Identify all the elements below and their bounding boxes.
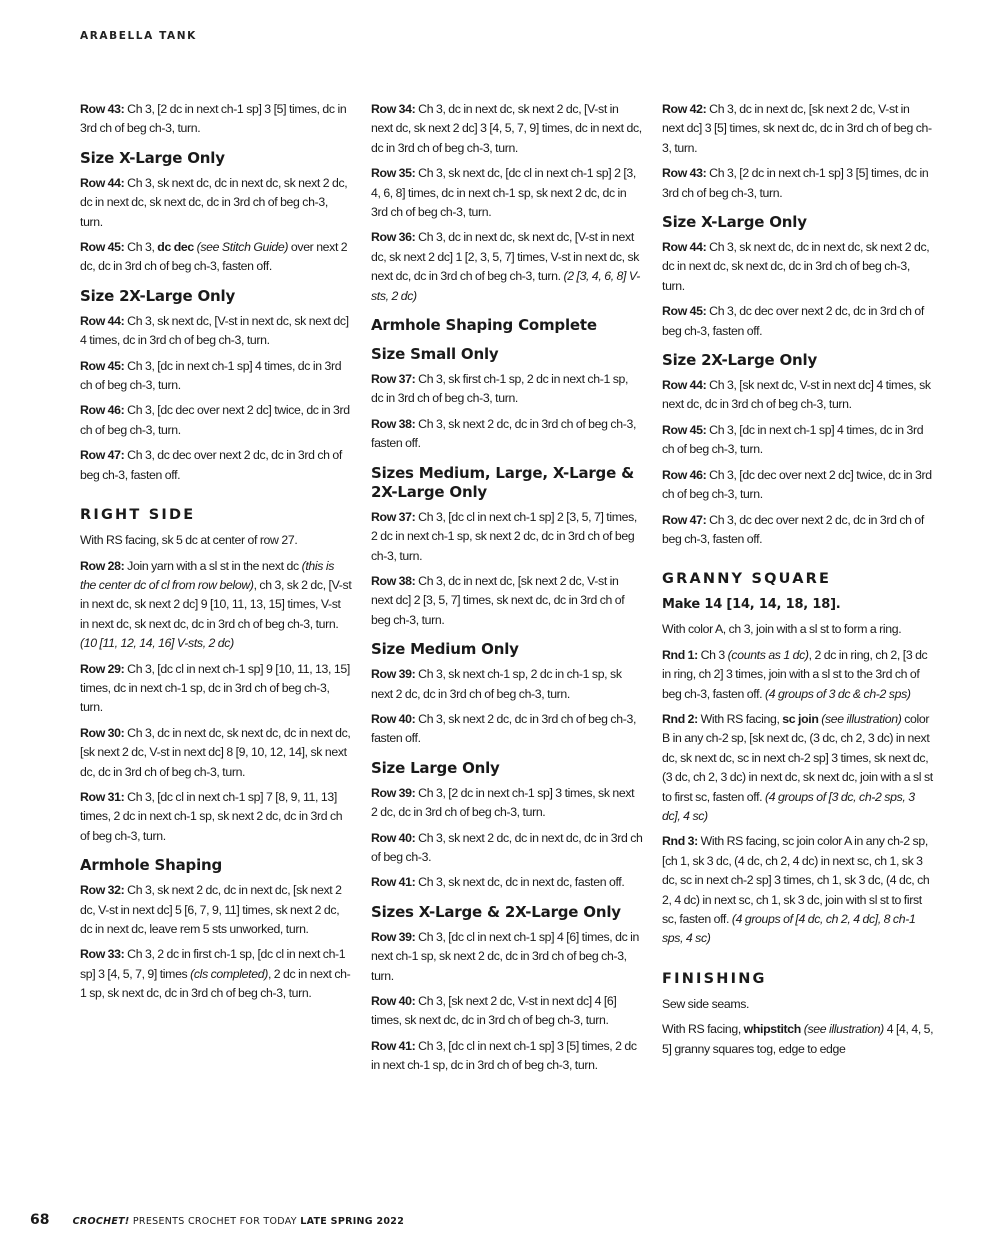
instruction-paragraph bbox=[662, 710, 934, 826]
italic-note: (see illustration) bbox=[818, 711, 902, 726]
section-heading: Sizes X-Large & 2X-Large Only bbox=[371, 902, 621, 921]
instruction-text: Ch 3, [2 dc in next ch-1 sp] 3 [5] times, dc in 3rd ch of beg ch-3, turn. bbox=[662, 166, 929, 200]
instruction-text: color B in any ch-2 sp, [sk next dc, (3 dc, ch 2, 3 dc) in next dc, sk next dc, sc in next ch-2 sp] 3 times, sk next dc, (3 dc, ch 2, 3 dc) in next dc, sk next dc, join with a sl st to first sc, fasten off. bbox=[662, 711, 933, 804]
row-label: Row 41: bbox=[371, 875, 416, 890]
instruction-paragraph bbox=[80, 788, 352, 846]
italic-note: (this is the center dc of cl from row below) bbox=[80, 558, 335, 592]
instruction-paragraph bbox=[80, 945, 352, 1003]
row-label: Row 43: bbox=[662, 166, 707, 181]
instruction-paragraph bbox=[662, 100, 934, 158]
instruction-paragraph bbox=[80, 446, 352, 485]
instruction-paragraph bbox=[371, 710, 643, 749]
row-label: Row 34: bbox=[371, 102, 416, 116]
instruction-paragraph bbox=[80, 357, 352, 396]
instruction-text: Ch 3, sk next 2 dc, dc in next dc, [sk next 2 dc, V-st in next dc] 5 [6, 7, 9, 11] times, sk next 2 dc, dc in next dc, leave rem 5 sts unworked, turn. bbox=[80, 883, 342, 936]
instruction-text: Ch 3, sk next 2 dc, dc in next dc, dc in 3rd ch of beg ch-3. bbox=[371, 830, 643, 864]
instruction-text: Ch 3, dc in next dc, sk next dc, dc in next dc, [sk next 2 dc, V-st in next dc] 8 [9, 10, 12, 14], sk next dc, dc in 3rd ch of beg ch-3, turn. bbox=[80, 725, 351, 779]
instruction-text: over next 2 dc, dc in 3rd ch of beg ch-3, fasten off. bbox=[80, 240, 348, 274]
instruction-text: Ch 3, dc in next dc, sk next dc, [V-st in next dc, sk next 2 dc] 1 [2, 3, 5, 7] times, V-st in next dc, sk next dc, dc in 3rd ch of beg ch-3, turn. bbox=[371, 230, 640, 284]
stitch-count: (10 [11, 12, 14, 16] V-sts, 2 dc) bbox=[80, 636, 234, 651]
row-label: Row 28: bbox=[80, 558, 125, 573]
instruction-paragraph bbox=[662, 164, 934, 203]
instruction-text: Sew side seams. bbox=[662, 996, 750, 1011]
row-label: Row 44: bbox=[662, 240, 707, 255]
instruction-paragraph bbox=[371, 1037, 643, 1076]
instruction-text: Ch 3, sk next 2 dc, dc in 3rd ch of beg ch-3, fasten off. bbox=[371, 416, 637, 451]
section-title: FINISHING bbox=[662, 970, 767, 987]
instruction-paragraph bbox=[662, 238, 934, 296]
instruction-paragraph bbox=[80, 100, 352, 139]
instruction-text: Ch 3, sk next dc, [dc cl in next ch-1 sp] 2 [3, 4, 6, 8] times, dc in next ch-1 sp, sk next 2 dc, dc in 3rd ch of beg ch-3, turn. bbox=[371, 166, 636, 220]
row-label: Row 32: bbox=[80, 883, 125, 898]
section-heading: Size Small Only bbox=[371, 345, 499, 364]
instruction-paragraph bbox=[80, 174, 352, 232]
section-heading: Armhole Shaping Complete bbox=[371, 316, 597, 335]
instruction-text: Ch 3, dc in next dc, sk next 2 dc, [V-st in next dc, sk next 2 dc] 3 [4, 5, 7, 9] times, dc in next dc, dc in 3rd ch of beg ch-3, turn. bbox=[371, 102, 642, 155]
text-column-2 bbox=[371, 100, 643, 1082]
instruction-paragraph bbox=[662, 995, 934, 1014]
row-label: Rnd 2: bbox=[662, 711, 698, 726]
italic-note: (counts as 1 dc) bbox=[727, 647, 809, 662]
instruction-paragraph bbox=[371, 784, 643, 823]
instruction-text: Ch 3, dc dec over next 2 dc, dc in 3rd ch of beg ch-3, fasten off. bbox=[662, 512, 924, 546]
instruction-paragraph bbox=[371, 572, 643, 630]
row-label: Row 35: bbox=[371, 166, 416, 181]
instruction-text: Ch 3, [dc cl in next ch-1 sp] 7 [8, 9, 11, 13] times, 2 dc in next ch-1 sp, sk next 2 dc, dc in 3rd ch of beg ch-3, turn. bbox=[80, 789, 343, 843]
section-heading: Size X-Large Only bbox=[662, 213, 807, 232]
instruction-text: , 2 dc in ring, ch 2, [3 dc in ring, ch 2] 3 times, join with a sl st to the 3rd ch of beg ch-3, fasten off. bbox=[662, 647, 928, 701]
stitch-term: sc join bbox=[782, 711, 819, 726]
row-label: Row 36: bbox=[371, 230, 416, 245]
instruction-paragraph bbox=[662, 646, 934, 704]
instruction-text: Ch 3, [dc dec over next 2 dc] twice, dc in 3rd ch of beg ch-3, turn. bbox=[662, 467, 932, 502]
publication-name: CROCHET FOR TODAY bbox=[187, 1216, 301, 1227]
instruction-paragraph bbox=[662, 511, 934, 550]
instruction-text: Ch 3, dc in next dc, [sk next 2 dc, V-st in next dc] 3 [5] times, sk next dc, dc in 3rd ch of beg ch-3, turn. bbox=[662, 102, 932, 155]
instruction-paragraph bbox=[371, 829, 643, 868]
row-label: Row 38: bbox=[371, 416, 416, 431]
instruction-text: Ch 3, [dc dec over next 2 dc] twice, dc in 3rd ch of beg ch-3, turn. bbox=[80, 403, 350, 437]
row-label: Row 45: bbox=[80, 358, 125, 373]
row-label: Row 40: bbox=[371, 994, 416, 1008]
row-label: Row 42: bbox=[662, 102, 707, 116]
instruction-text: Ch 3, sk next dc, dc in next dc, sk next 2 dc, dc in next dc, sk next dc, dc in 3rd ch of beg ch-3, turn. bbox=[662, 240, 930, 293]
issue-name: LATE SPRING 2022 bbox=[300, 1216, 405, 1227]
instruction-text: Ch 3, [2 dc in next ch-1 sp] 3 times, sk next 2 dc, dc in 3rd ch of beg ch-3, turn. bbox=[371, 785, 635, 820]
stitch-count: (4 groups of 3 dc & ch-2 sps) bbox=[765, 686, 911, 701]
row-label: Row 39: bbox=[371, 929, 416, 944]
stitch-count: (2 [3, 4, 6, 8] V-sts, 2 dc) bbox=[371, 269, 640, 303]
instruction-paragraph bbox=[371, 873, 643, 892]
instruction-paragraph bbox=[80, 881, 352, 939]
instruction-text: Ch 3, [2 dc in next ch-1 sp] 3 [5] times, dc in 3rd ch of beg ch-3, turn. bbox=[80, 102, 347, 136]
instruction-paragraph bbox=[662, 620, 934, 639]
row-label: Row 29: bbox=[80, 661, 125, 676]
publication-line bbox=[73, 1216, 405, 1227]
section-heading: Size 2X-Large Only bbox=[662, 351, 818, 370]
instruction-text: With color A, ch 3, join with a sl st to form a ring. bbox=[662, 622, 902, 637]
instruction-text: , 2 dc in next ch-1 sp, sk next dc, dc in 3rd ch of beg ch-3, turn. bbox=[80, 966, 351, 1001]
row-label: Row 31: bbox=[80, 789, 125, 804]
instruction-paragraph bbox=[371, 928, 643, 986]
row-label: Row 30: bbox=[80, 725, 125, 740]
instruction-text: Ch 3, [dc in next ch-1 sp] 4 times, dc in 3rd ch of beg ch-3, turn. bbox=[662, 422, 924, 457]
instruction-text: With RS facing, bbox=[697, 711, 783, 726]
instruction-text: Ch 3, dc dec over next 2 dc, dc in 3rd ch of beg ch-3, fasten off. bbox=[662, 304, 924, 338]
instruction-paragraph bbox=[371, 665, 643, 704]
instruction-text: 4 [4, 4, 5, 5] granny squares tog, edge to edge bbox=[662, 1022, 934, 1056]
instruction-paragraph bbox=[80, 531, 352, 550]
instruction-paragraph bbox=[662, 832, 934, 948]
instruction-text: With RS facing, sc join color A in any ch-2 sp, [ch 1, sk 3 dc, (4 dc, ch 2, 4 dc) in next sc, ch 1, sk 3 dc, sc in next ch-2 sp] 3 times, ch 1, sk 3 dc, (4 dc, ch 2, 4 dc) in next sc, ch 1, sk 3 dc, join with sl st to first sc, fasten off. bbox=[662, 834, 930, 926]
make-quantity: Make 14 [14, 14, 18, 18]. bbox=[662, 597, 841, 613]
instruction-paragraph bbox=[662, 466, 934, 505]
row-label: Rnd 3: bbox=[662, 834, 698, 849]
instruction-text: Ch 3, sk next dc, [V-st in next dc, sk next dc] 4 times, dc in 3rd ch of beg ch-3, turn. bbox=[80, 313, 349, 348]
page-header: ARABELLA TANK bbox=[80, 30, 197, 42]
brand-name: CROCHET! bbox=[72, 1216, 130, 1227]
row-label: Row 40: bbox=[371, 830, 416, 845]
instruction-paragraph bbox=[371, 228, 643, 306]
row-label: Row 46: bbox=[80, 403, 125, 418]
section-heading: Size X-Large Only bbox=[80, 148, 225, 167]
instruction-text: With RS facing, sk 5 dc at center of row 27. bbox=[80, 533, 298, 548]
row-label: Rnd 1: bbox=[662, 647, 698, 662]
row-label: Row 45: bbox=[662, 422, 707, 437]
row-label: Row 37: bbox=[371, 509, 416, 524]
row-label: Row 47: bbox=[662, 512, 707, 527]
instruction-paragraph bbox=[80, 724, 352, 782]
italic-note: (see illustration) bbox=[800, 1022, 884, 1037]
instruction-paragraph bbox=[371, 164, 643, 222]
section-heading: Size Medium Only bbox=[371, 640, 519, 659]
row-label: Row 39: bbox=[371, 667, 416, 682]
row-label: Row 38: bbox=[371, 573, 416, 588]
instruction-paragraph bbox=[371, 370, 643, 409]
section-title: GRANNY SQUARE bbox=[662, 571, 832, 588]
row-label: Row 44: bbox=[80, 175, 125, 190]
instruction-paragraph bbox=[662, 376, 934, 415]
instruction-paragraph bbox=[662, 421, 934, 460]
section-heading: Armhole Shaping bbox=[80, 856, 223, 875]
instruction-paragraph bbox=[371, 508, 643, 566]
text-column-1 bbox=[80, 100, 352, 1010]
stitch-term: whipstitch bbox=[743, 1022, 801, 1037]
instruction-text: Ch 3, dc dec over next 2 dc, dc in 3rd ch of beg ch-3, fasten off. bbox=[80, 448, 342, 482]
section-heading: Sizes Medium, Large, X-Large & 2X-Large Only bbox=[371, 463, 634, 501]
italic-note: (cls completed) bbox=[190, 966, 268, 981]
row-label: Row 37: bbox=[371, 372, 416, 387]
stitch-term: dc dec bbox=[157, 240, 194, 255]
instruction-text: Ch 3, bbox=[124, 240, 158, 255]
section-title: RIGHT SIDE bbox=[80, 507, 196, 524]
instruction-text: Ch 3, sk next ch-1 sp, 2 dc in ch-1 sp, sk next 2 dc, dc in 3rd ch of beg ch-3, turn. bbox=[371, 667, 622, 701]
instruction-text: Ch 3, sk next dc, dc in next dc, fasten off. bbox=[415, 875, 625, 890]
italic-note: (see Stitch Guide) bbox=[193, 240, 289, 255]
row-label: Row 40: bbox=[371, 711, 416, 726]
row-label: Row 46: bbox=[662, 467, 707, 482]
section-heading: Size 2X-Large Only bbox=[80, 286, 236, 305]
instruction-paragraph bbox=[80, 238, 352, 277]
instruction-text: Ch 3, [dc in next ch-1 sp] 4 times, dc in 3rd ch of beg ch-3, turn. bbox=[80, 358, 342, 393]
row-label: Row 44: bbox=[80, 313, 125, 328]
stitch-count: (4 groups of [3 dc, ch-2 sps, 3 dc], 4 sc) bbox=[662, 789, 915, 823]
instruction-text: Ch 3, 2 dc in first ch-1 sp, [dc cl in next ch-1 sp] 3 [4, 5, 7, 9] times bbox=[80, 947, 346, 981]
instruction-paragraph bbox=[80, 312, 352, 351]
instruction-text: Ch 3, [sk next 2 dc, V-st in next dc] 4 [6] times, sk next dc, dc in 3rd ch of beg ch-3, turn. bbox=[371, 994, 617, 1028]
section-heading: Size Large Only bbox=[371, 758, 500, 777]
row-label: Row 39: bbox=[371, 785, 416, 800]
instruction-paragraph bbox=[371, 415, 643, 454]
instruction-text: Ch 3, dc in next dc, [sk next 2 dc, V-st in next dc] 2 [3, 5, 7] times, sk next dc, dc in 3rd ch of beg ch-3, turn. bbox=[371, 573, 625, 627]
row-label: Row 33: bbox=[80, 947, 125, 962]
instruction-text: Ch 3, sk next dc, dc in next dc, sk next 2 dc, dc in next dc, sk next dc, dc in 3rd ch of beg ch-3, turn. bbox=[80, 175, 348, 229]
page-footer bbox=[30, 1209, 404, 1228]
row-label: Row 43: bbox=[80, 102, 125, 116]
instruction-paragraph bbox=[371, 992, 643, 1031]
row-label: Row 44: bbox=[662, 378, 707, 393]
instruction-text: Ch 3 bbox=[697, 647, 728, 662]
stitch-count: (4 groups of [4 dc, ch 2, 4 dc], 8 ch-1 sps, 4 sc) bbox=[662, 912, 916, 946]
instruction-text: , ch 3, sk 2 dc, [V-st in next dc, sk next 2 dc] 9 [10, 11, 13, 15] times, V-st in next dc, sk next dc, dc in 3rd ch of beg ch-3, turn. bbox=[80, 577, 352, 631]
instruction-text: Join yarn with a sl st in the next dc bbox=[124, 558, 302, 573]
text-column-3 bbox=[662, 100, 934, 1065]
instruction-paragraph bbox=[371, 100, 643, 158]
row-label: Row 47: bbox=[80, 448, 125, 463]
instruction-text: Ch 3, [dc cl in next ch-1 sp] 9 [10, 11, 13, 15] times, dc in next ch-1 sp, dc in 3rd ch of beg ch-3, turn. bbox=[80, 661, 350, 715]
instruction-paragraph bbox=[80, 401, 352, 440]
presents-text: PRESENTS bbox=[129, 1216, 188, 1227]
instruction-text: Ch 3, [dc cl in next ch-1 sp] 4 [6] times, dc in next ch-1 sp, sk next 2 dc, dc in 3rd ch of beg ch-3, turn. bbox=[371, 929, 640, 983]
row-label: Row 45: bbox=[662, 304, 707, 319]
page-number: 68 bbox=[30, 1212, 50, 1228]
row-label: Row 41: bbox=[371, 1038, 416, 1053]
instruction-text: Ch 3, sk next 2 dc, dc in 3rd ch of beg ch-3, fasten off. bbox=[371, 711, 637, 746]
row-label: Row 45: bbox=[80, 240, 125, 255]
instruction-paragraph bbox=[80, 557, 352, 654]
instruction-text: Ch 3, [dc cl in next ch-1 sp] 3 [5] times, 2 dc in next ch-1 sp, dc in 3rd ch of beg ch-3, turn. bbox=[371, 1038, 637, 1073]
instruction-text: Ch 3, [dc cl in next ch-1 sp] 2 [3, 5, 7] times, 2 dc in next ch-1 sp, sk next 2 dc, dc in 3rd ch of beg ch-3, turn. bbox=[371, 509, 637, 563]
instruction-paragraph bbox=[662, 302, 934, 341]
instruction-text: Ch 3, sk first ch-1 sp, 2 dc in next ch-1 sp, dc in 3rd ch of beg ch-3, turn. bbox=[371, 372, 629, 406]
instruction-text: Ch 3, [sk next dc, V-st in next dc] 4 times, sk next dc, dc in 3rd ch of beg ch-3, turn. bbox=[662, 378, 931, 412]
instruction-paragraph bbox=[662, 1020, 934, 1059]
instruction-paragraph bbox=[80, 660, 352, 718]
instruction-text: With RS facing, bbox=[662, 1022, 744, 1037]
